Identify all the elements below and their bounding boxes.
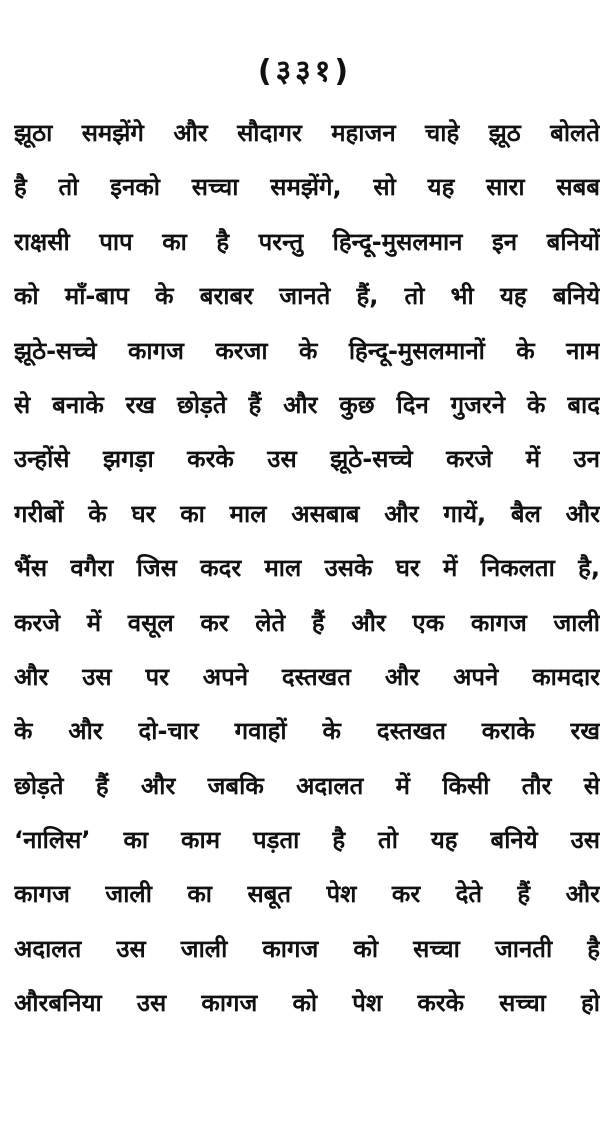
text-line: उन्होंसे झगड़ा करके उस झूठे-सच्चे करजे में उन	[14, 445, 600, 474]
text-line: राक्षसी पाप का है परन्तु हिन्दू-मुसलमान इन बनियों	[14, 227, 600, 256]
text-line: करजे में वसूल कर लेते हैं और एक कागज जाली	[14, 608, 600, 637]
text-line: गरीबों के घर का माल असबाब और गायें, बैल और	[14, 499, 600, 528]
text-line: अदालत उस जाली कागज को सच्चा जानती है	[14, 934, 600, 963]
page-number: (३३१)	[257, 54, 353, 89]
text-line: भैंस वगैरा जिस कदर माल उसके घर में निकलता है,	[14, 554, 600, 583]
text-line: को माँ-बाप के बराबर जानते हैं, तो भी यह बनिये	[14, 282, 600, 311]
text-line: झूठे-सच्चे कागज करजा के हिन्दू-मुसलमानों के नाम	[14, 336, 600, 365]
text-line: कागज जाली का सबूत पेश कर देते हैं और	[14, 880, 600, 909]
body-text	[14, 106, 600, 1031]
text-line: औरबनिया उस कागज को पेश करके सच्चा हो	[14, 989, 600, 1018]
text-line: ‘नालिस’ का काम पड़ता है तो यह बनिये उस	[14, 826, 600, 855]
text-line: है तो इनको सच्चा समझेंगे, सो यह सारा सबब	[14, 173, 600, 202]
text-line: के और दो-चार गवाहों के दस्तखत कराके रख	[14, 717, 600, 746]
text-line: झूठा समझेंगे और सौदागर महाजन चाहे झूठ बोलते	[14, 119, 600, 147]
text-line: और उस पर अपने दस्तखत और अपने कामदार	[14, 662, 600, 691]
text-line: छोड़ते हैं और जबकि अदालत में किसी तौर से	[14, 771, 600, 800]
text-line: से बनाके रख छोड़ते हैं और कुछ दिन गुजरने के बाद	[14, 390, 600, 419]
